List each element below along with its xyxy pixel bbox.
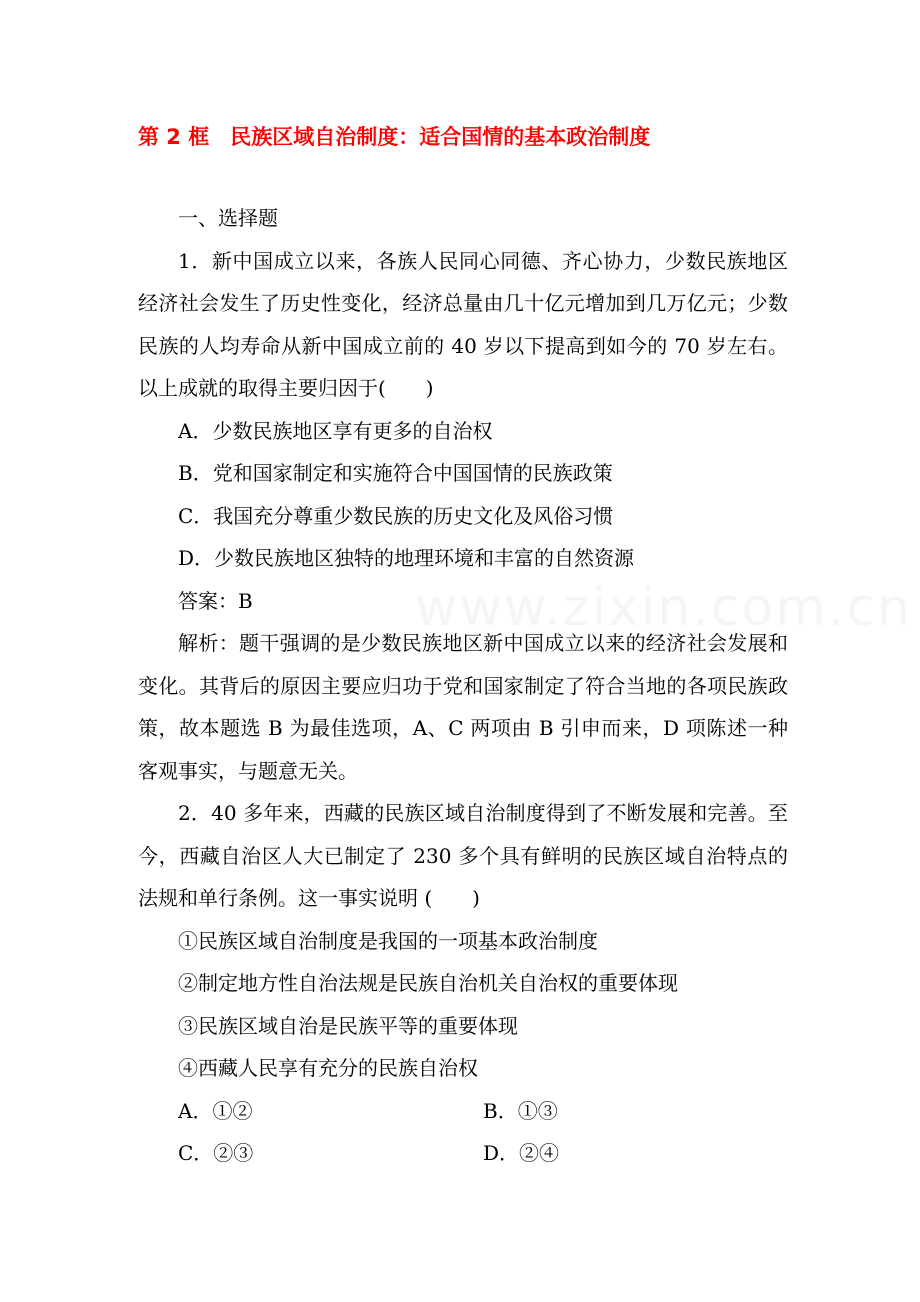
question-2-option-b: B．①③: [483, 1098, 558, 1123]
page-title: 第 2 框 民族区域自治制度：适合国情的基本政治制度: [138, 125, 651, 149]
question-2-statement-1: ①民族区域自治制度是我国的一项基本政治制度: [178, 928, 598, 953]
question-1-option-a: A．少数民族地区享有更多的自治权: [178, 418, 493, 443]
question-2-options-row-1: [138, 1090, 788, 1133]
question-1-answer: 答案：B: [178, 588, 253, 613]
question-1-option-d: D．少数民族地区独特的地理环境和丰富的自然资源: [178, 546, 635, 570]
question-2-statement-3: ③民族区域自治是民族平等的重要体现: [178, 1013, 518, 1038]
question-2-option-a: A．①②: [178, 1098, 253, 1123]
question-2-option-c: C．②③: [178, 1141, 254, 1165]
question-2-stem: 2．40 多年来，西藏的民族区域自治制度得到了不断发展和完善。至今，西藏自治区人大已制定了 230 多个具有鲜明的民族区域自治特点的法规和单行条例。这一事实说明 ( ): [138, 801, 788, 910]
question-2-options-row-2: [138, 1132, 788, 1175]
question-1-stem: 1．新中国成立以来，各族人民同心同德、齐心协力，少数民族地区经济社会发生了历史性变化，经济总量由几十亿元增加到几万亿元；少数民族的人均寿命从新中国成立前的 40 岁以下提高到如今的 70 岁左右。以上成就的取得主要归因于( ): [138, 248, 788, 400]
question-1-option-c: C．我国充分尊重少数民族的历史文化及风俗习惯: [178, 503, 614, 528]
question-2-option-d: D．②④: [483, 1141, 560, 1165]
question-1-analysis: 解析：题干强调的是少数民族地区新中国成立以来的经济社会发展和变化。其背后的原因主要应归功于党和国家制定了符合当地的各项民族政策，故本题选 B 为最佳选项，A、C 两项由 B 引申而来，D 项陈述一种客观事实，与题意无关。: [138, 631, 788, 783]
watermark: www.zixin.com.cn: [415, 578, 912, 638]
question-2-statement-4: ④西藏人民享有充分的民族自治权: [178, 1056, 478, 1080]
question-1-option-b: B．党和国家制定和实施符合中国国情的民族政策: [178, 461, 613, 485]
question-2-statement-2: ②制定地方性自治法规是民族自治机关自治权的重要体现: [178, 971, 678, 995]
section-heading: 一、选择题: [178, 206, 278, 230]
document-body: [138, 197, 788, 1175]
